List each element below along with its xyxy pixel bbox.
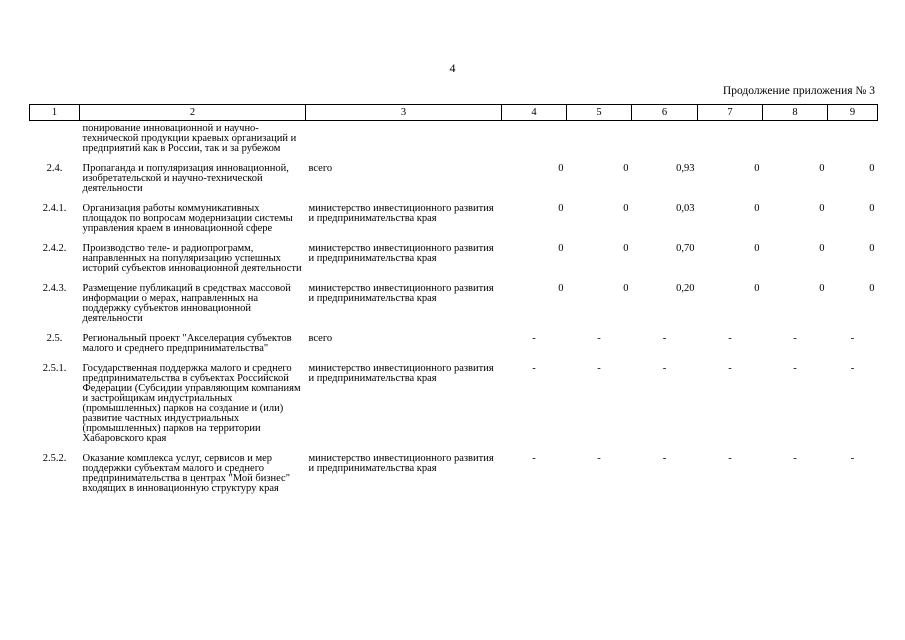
row-value-9: 0 (869, 203, 875, 214)
table-row (30, 200, 878, 240)
row-value-5 (567, 121, 632, 161)
row-executor: министерство инвестиционного развития и предпринимательства края (308, 243, 494, 264)
row-executor: всего (308, 333, 333, 344)
col-header-1: 1 (30, 105, 80, 121)
row-value-9: - (850, 363, 855, 374)
row-value-6: - (662, 453, 667, 464)
row-number: 2.5. (46, 333, 63, 344)
row-value-6: - (662, 363, 667, 374)
row-executor: министерство инвестиционного развития и предпринимательства края (308, 203, 494, 224)
table-row (30, 450, 878, 500)
row-value-8: - (793, 363, 797, 374)
row-value-7 (698, 121, 763, 161)
row-value-4: 0 (558, 283, 564, 294)
row-value-4: - (532, 453, 536, 464)
row-executor: министерство инвестиционного развития и предпринимательства края (308, 453, 494, 474)
row-name: Оказание комплекса услуг, сервисов и мер поддержки субъектам малого и среднего предпринимательства в центрах "Мой бизнес" входящих в инновационную структуру края (82, 453, 290, 494)
row-number: 2.5.2. (42, 453, 67, 464)
row-name: Пропаганда и популяризация инновационной, изобретательской и научно-технической деятельности (82, 163, 289, 194)
table-row (30, 160, 878, 200)
row-value-4 (502, 121, 567, 161)
row-value-4: - (532, 333, 536, 344)
row-number: 2.4.3. (42, 283, 67, 294)
row-value-7: 0 (754, 203, 760, 214)
row-value-6: 0,20 (676, 283, 695, 294)
row-name: Государственная поддержка малого и среднего предпринимательства в субъектах Российской Федерации (Субсидии управляющим компаниям и застройщикам индустриальных (промышленных) парков на создание и (или) развитие частных индустриальных (промышленных) парков на территории Хабаровского края (82, 363, 301, 444)
row-value-7: - (728, 363, 732, 374)
row-value-8: 0 (819, 163, 825, 174)
row-executor: всего (308, 163, 333, 174)
row-name: Производство теле- и радиопрограмм, направленных на популяризацию успешных историй субъектов инновационной деятельности (82, 243, 302, 274)
row-name: Размещение публикаций в средствах массовой информации о мерах, направленных на поддержку субъектов инновационной деятельности (82, 283, 291, 324)
col-header-2: 2 (80, 105, 306, 121)
row-value-8: 0 (819, 243, 825, 254)
table-row (30, 360, 878, 450)
row-number (30, 121, 80, 161)
row-value-5: 0 (623, 243, 629, 254)
row-name: понирование инновационной и научно-технической продукции краевых организаций и предприятий как в России, так и за рубежом (82, 123, 297, 154)
row-value-9: - (850, 333, 855, 344)
row-value-8 (763, 121, 828, 161)
row-value-8: - (793, 453, 797, 464)
row-value-7: - (728, 333, 732, 344)
row-name: Организация работы коммуникативных площадок по вопросам модернизации системы управления краем в инновационной сфере (82, 203, 293, 234)
row-value-9: 0 (869, 283, 875, 294)
row-value-9: 0 (869, 243, 875, 254)
row-number: 2.5.1. (42, 363, 67, 374)
table-row (30, 121, 878, 161)
col-header-5: 5 (567, 105, 632, 121)
table-row (30, 330, 878, 360)
row-value-5: 0 (623, 283, 629, 294)
row-value-5: 0 (623, 203, 629, 214)
row-value-5: 0 (623, 163, 629, 174)
row-value-7: - (728, 453, 732, 464)
continuation-caption: Продолжение приложения № 3 (722, 85, 875, 97)
header-row (30, 105, 878, 121)
row-value-5: - (597, 363, 601, 374)
row-value-6: 0,03 (676, 203, 695, 214)
row-executor: министерство инвестиционного развития и предпринимательства края (308, 283, 494, 304)
appendix-table (29, 104, 878, 500)
row-name: Региональный проект "Акселерация субъектов малого и среднего предпринимательства" (82, 333, 292, 354)
row-value-9 (828, 121, 878, 161)
row-value-6 (632, 121, 698, 161)
row-executor: министерство инвестиционного развития и предпринимательства края (308, 363, 494, 384)
row-value-9: - (850, 453, 855, 464)
row-value-7: 0 (754, 243, 760, 254)
row-value-4: 0 (558, 243, 564, 254)
row-value-8: - (793, 333, 797, 344)
col-header-8: 8 (763, 105, 828, 121)
col-header-7: 7 (698, 105, 763, 121)
row-value-4: 0 (558, 203, 564, 214)
table-row (30, 240, 878, 280)
row-number: 2.4.1. (42, 203, 67, 214)
row-number: 2.4. (46, 163, 63, 174)
row-value-9: 0 (869, 163, 875, 174)
col-header-6: 6 (632, 105, 698, 121)
row-value-5: - (597, 333, 601, 344)
row-value-6: 0,70 (676, 243, 695, 254)
row-value-7: 0 (754, 283, 760, 294)
page-number: 4 (449, 61, 456, 75)
row-executor (306, 121, 502, 161)
row-value-5: - (597, 453, 601, 464)
col-header-3: 3 (306, 105, 502, 121)
table-row (30, 280, 878, 330)
row-number: 2.4.2. (42, 243, 67, 254)
row-value-6: - (662, 333, 667, 344)
row-value-8: 0 (819, 283, 825, 294)
row-value-4: - (532, 363, 536, 374)
row-value-8: 0 (819, 203, 825, 214)
col-header-9: 9 (828, 105, 878, 121)
col-header-4: 4 (502, 105, 567, 121)
row-value-6: 0,93 (676, 163, 695, 174)
row-value-4: 0 (558, 163, 564, 174)
row-value-7: 0 (754, 163, 760, 174)
